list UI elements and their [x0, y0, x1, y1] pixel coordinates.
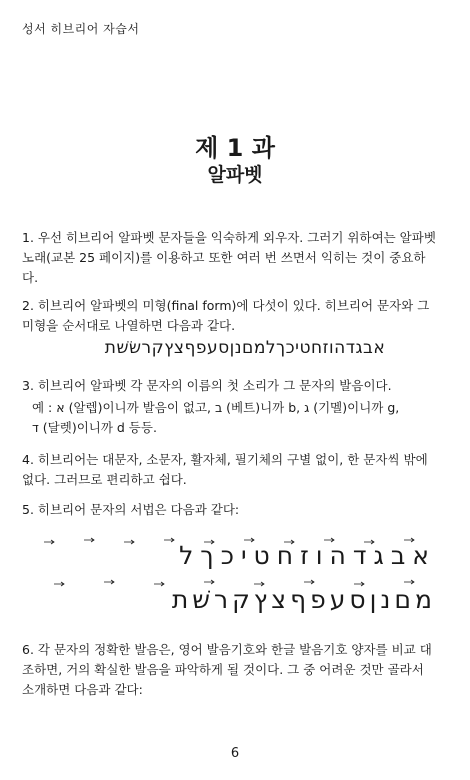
- paragraph-3-line-1: 3. 히브리어 알파벳 각 문자의 이름의 첫 소리가 그 문자의 발음이다.: [22, 378, 392, 393]
- paragraph-4-line-2: 없다. 그러므로 편리하고 쉽다.: [22, 472, 187, 487]
- paragraph-2-line-2: 미형을 순서대로 나열하면 다음과 같다.: [22, 318, 236, 333]
- paragraph-5-line-1: 5. 히브리어 문자의 서법은 다음과 같다:: [22, 502, 240, 517]
- paragraph-1: [22, 228, 452, 288]
- stroke-chart-row-2: מםנןסעפףצץקרשׁת: [171, 585, 436, 614]
- paragraph-1-line-3: 다.: [22, 270, 39, 285]
- paragraph-1-line-1: 1. 우선 히브리어 알파벳 문자들을 익숙하게 외우자. 그러기 위하여는 알파벳: [22, 230, 436, 245]
- stroke-chart-row-1: אבגדהוזחטיכךל: [179, 541, 436, 570]
- page-number: 6: [230, 746, 240, 761]
- paragraph-5: [22, 500, 452, 520]
- paragraph-1-line-2: 노래(교본 25 페이지)를 이용하고 또한 여러 번 쓰면서 익히는 것이 중요하: [22, 250, 426, 265]
- chapter-subtitle: 알파벳: [207, 164, 263, 186]
- paragraph-4-line-1: 4. 히브리어는 대문자, 소문자, 활자체, 필기체의 구별 없이, 한 문자씩 밖에: [22, 452, 428, 467]
- running-head: 성서 히브리어 자습서: [22, 22, 140, 36]
- paragraph-2-line-1: 2. 히브리어 알파벳의 미형(final form)에 다섯이 있다. 히브리어 문자와 그: [22, 298, 430, 313]
- paragraph-6-line-1: 6. 각 문자의 정확한 발음은, 영어 발음기호와 한글 발음기호 양자를 비교 대: [22, 642, 432, 657]
- example-line-1: 예 : א (알렙)이니까 발음이 없고, ב (베트)니까 b, ג (기멜)이니까 g,: [32, 400, 400, 415]
- example-line-2: ד (달렛)이니까 d 등등.: [32, 420, 157, 435]
- paragraph-3-examples: [32, 398, 452, 438]
- paragraph-6-line-2: 조하면, 거의 확실한 발음을 파악하게 될 것이다. 그 중 어려운 것만 골라서: [22, 662, 424, 677]
- paragraph-3: [22, 376, 452, 396]
- hebrew-stroke-order-chart: [24, 534, 448, 618]
- paragraph-6-line-3: 소개하면 다음과 같다:: [22, 682, 143, 697]
- paragraph-4: [22, 450, 452, 490]
- hebrew-alphabet-list: אבגדהוזחטיכךלמםנןסעפףצץקרשׂשׁת: [104, 338, 386, 358]
- chapter-title: 제 1 과: [195, 134, 275, 162]
- paragraph-2: [22, 296, 452, 336]
- paragraph-6: [22, 640, 452, 700]
